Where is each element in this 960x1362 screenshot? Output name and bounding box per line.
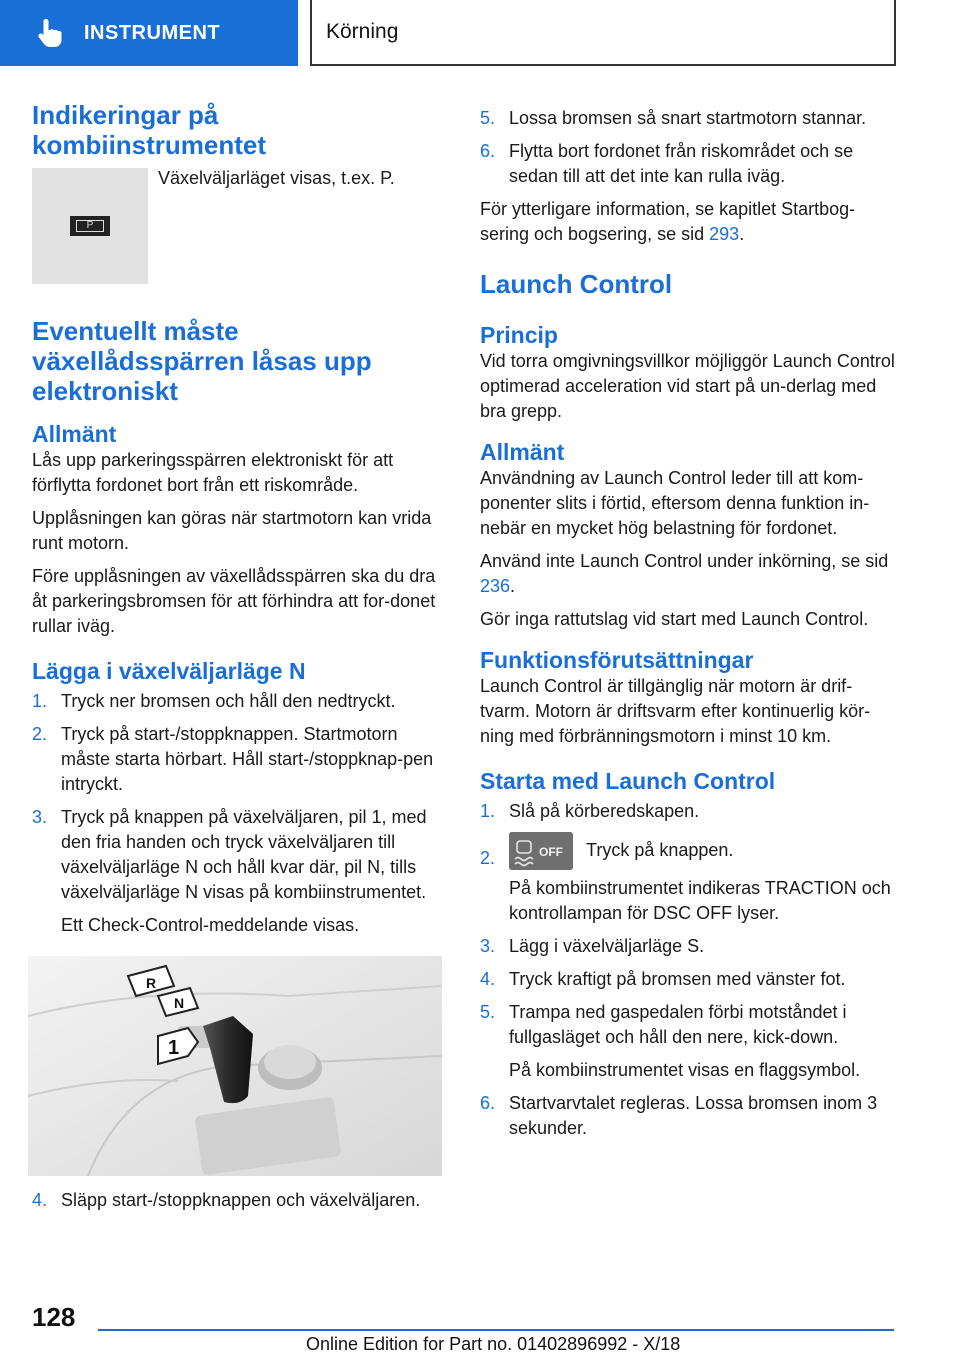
dsc-off-button-icon [509, 832, 573, 870]
neutral-steps-continued [480, 106, 896, 189]
list-item: 2. Tryck på start-/stoppknappen. Startmotorn måste starta hörbart. Håll start-/stoppknap-pen intryckt. [32, 724, 434, 794]
traction-note: På kombiinstrumentet indikeras TRACTION och kontrollampan för DSC OFF lyser. [509, 878, 891, 923]
gear-caption: Växelväljarläget visas, t.ex. P. [158, 168, 395, 188]
check-control-note: Ett Check-Control-meddelande visas. [61, 915, 360, 935]
list-item: 3. Lägg i växelväljarläge S. [480, 936, 705, 956]
flag-symbol-note: På kombiinstrumentet visas en flaggsymbol. [509, 1060, 861, 1080]
list-item: 5. Trampa ned gaspedalen förbi motståndet i fullgasläget och håll den nere, kick-down. På kombiinstrumentet visas en flaggsymbol. [480, 1000, 896, 1083]
section-tab[interactable] [0, 0, 298, 66]
start-steps-list [480, 799, 896, 1141]
heading-unlock: Eventuellt måste växellådsspärren låsas upp elektroniskt [32, 316, 372, 406]
neutral-step-4 [32, 1188, 444, 1213]
heading-indications: Indikeringar på kombiinstrumentet [32, 100, 267, 160]
paragraph-unlock-1: Lås upp parkeringsspärren elektroniskt för att förflytta fordonet bort från ett riskområde. [32, 450, 394, 495]
svg-text:OFF: OFF [539, 845, 563, 859]
edition-text: Online Edition for Part no. 01402896992 - X/18 [306, 1334, 681, 1354]
footer-divider [98, 1329, 894, 1331]
paragraph-run-in: Använd inte Launch Control under inkörning, se sid 236. [480, 551, 889, 596]
gear-figure-row [32, 168, 444, 284]
list-item: 6. Flytta bort fordonet från riskområdet och se sedan till att det inte kan rulla iväg. [480, 141, 854, 186]
paragraph-more-info: För ytterligare information, se kapitlet Startbog-sering och bogsering, se sid 293. [480, 199, 856, 244]
page-number: 128 [32, 1302, 76, 1332]
list-item: 1. Slå på körberedskapen. [480, 801, 700, 821]
arrow-label-n: N [174, 995, 185, 1011]
list-item: 1. Tryck ner bromsen och håll den nedtryckt. [32, 691, 396, 711]
gear-display-image [32, 168, 148, 284]
paragraph-unlock-2: Upplåsningen kan göras när startmotorn kan vrida runt motorn. [32, 508, 432, 553]
list-item: 3. Tryck på knappen på växelväljaren, pil 1, med den fria handen och tryck växelväljaren till växelväljarläge N och håll kvar där, pil N, tills växelväljarläge N visas på kombiinstrumentet. Ett Check-Control-meddelande visas. [32, 805, 444, 938]
heading-general-right: Allmänt [480, 439, 565, 465]
paragraph-steering: Gör inga rattutslag vid start med Launch Control. [480, 609, 869, 629]
paragraph-prerequisites: Launch Control är tillgänglig när motorn är drif-tvarm. Motorn är driftsvarm efter kontinuerlig kör-ning med förbränningsmotorn i minst 10 km. [480, 676, 871, 746]
arrow-label-1: 1 [168, 1037, 180, 1059]
heading-start-launch: Starta med Launch Control [480, 768, 776, 794]
section-tab-label: INSTRUMENT [84, 21, 221, 44]
heading-launch-control: Launch Control [480, 269, 673, 299]
gear-selector-image [28, 956, 442, 1176]
page-link-293[interactable]: 293 [709, 224, 740, 244]
page-header [0, 0, 960, 66]
list-item: 6. Startvarvtalet regleras. Lossa bromsen inom 3 sekunder. [480, 1093, 878, 1138]
chapter-title: Körning [310, 0, 896, 66]
gear-p-symbol-icon: P [70, 216, 110, 236]
page-link-236[interactable]: 236 [480, 576, 511, 596]
arrow-label-r: R [146, 975, 157, 991]
page-footer [0, 1294, 960, 1362]
list-item: 5. Lossa bromsen så snart startmotorn stannar. [480, 108, 867, 128]
paragraph-general: Användning av Launch Control leder till att kom-ponenter slits i förtid, eftersom denna funktion in-nebär en mycket hög belastning för fordonet. [480, 468, 870, 538]
left-column [32, 100, 444, 1213]
list-item: 4. Släpp start-/stoppknappen och växelväljaren. [32, 1190, 421, 1210]
list-item: 2. OFF Tryck på knappen. På kombiinstrumentet indikeras TRACTION och kontrollampan för DSC OFF lyser. [480, 832, 896, 926]
paragraph-principle: Vid torra omgivningsvillkor möjliggör Launch Control optimerad acceleration vid start på un-derlag med bra grepp. [480, 351, 895, 421]
heading-prerequisites: Funktionsförutsättningar [480, 647, 754, 673]
heading-general-left: Allmänt [32, 421, 117, 447]
hand-pointer-icon [34, 16, 68, 50]
heading-principle: Princip [480, 322, 558, 348]
paragraph-unlock-3: Före upplåsningen av växellådsspärren ska du dra åt parkeringsbromsen för att förhindra att for-donet rullar iväg. [32, 566, 436, 636]
heading-neutral: Lägga i växelväljarläge N [32, 658, 306, 684]
list-item: 4. Tryck kraftigt på bromsen med vänster fot. [480, 969, 846, 989]
neutral-steps-list [32, 689, 444, 938]
right-column [480, 100, 896, 1141]
